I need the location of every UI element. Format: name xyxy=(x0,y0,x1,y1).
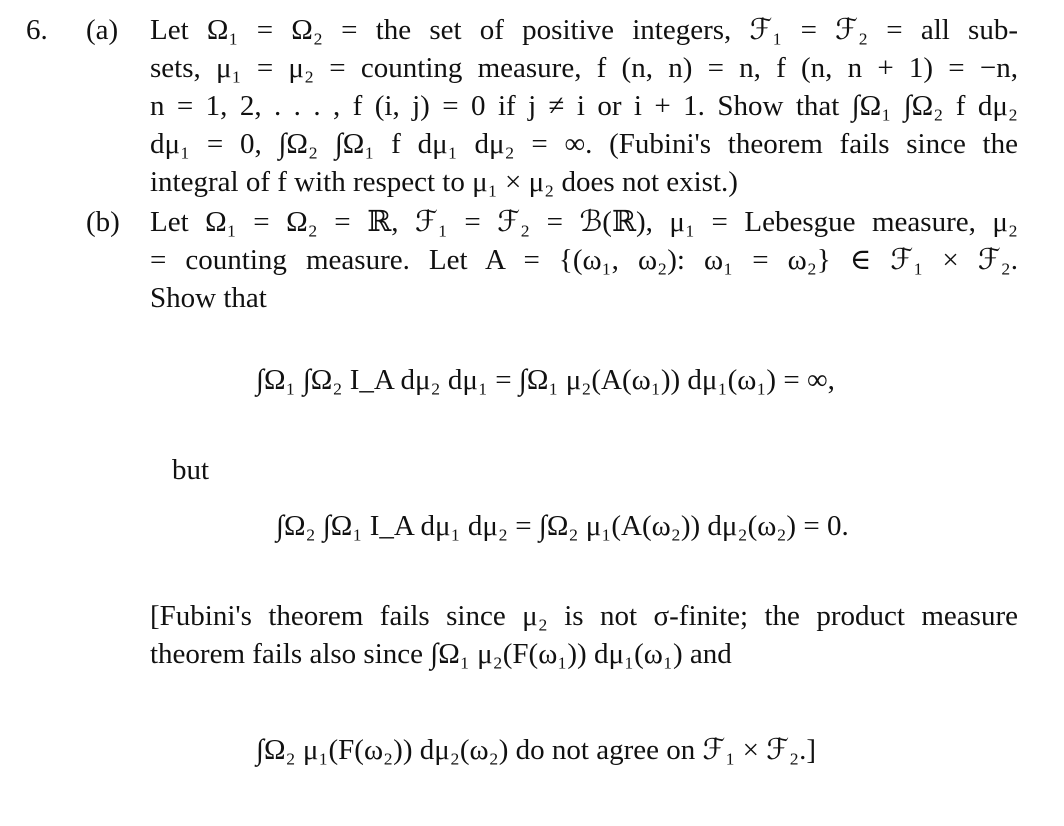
part-a-line-5: integral of f with respect to μ₁ × μ₂ does not exist.) xyxy=(150,166,738,198)
remark-line-2: theorem fails also since ∫Ω₁ μ₂(F(ω₁)) dμ₁(ω₁) and xyxy=(150,638,732,670)
part-a-line-2: sets, μ₁ = μ₂ = counting measure, f (n, n) = n, f (n, n + 1) = −n, xyxy=(150,52,1018,84)
part-a-line-4: dμ₁ = 0, ∫Ω₂ ∫Ω₁ f dμ₁ dμ₂ = ∞. (Fubini's theorem fails since the xyxy=(150,128,1018,160)
part-a-line-3: n = 1, 2, . . . , f (i, j) = 0 if j ≠ i or i + 1. Show that ∫Ω₁ ∫Ω₂ f dμ₂ xyxy=(150,90,1018,122)
display-equation-1: ∫Ω₁ ∫Ω₂ I_A dμ₂ dμ₁ = ∫Ω₁ μ₂(A(ω₁)) dμ₁(ω₁) = ∞, xyxy=(256,364,835,396)
part-a-label: (a) xyxy=(86,14,119,46)
but-word: but xyxy=(172,454,210,486)
part-b-label: (b) xyxy=(86,206,120,238)
display-equation-2: ∫Ω₂ ∫Ω₁ I_A dμ₁ dμ₂ = ∫Ω₂ μ₁(A(ω₂)) dμ₂(ω₂) = 0. xyxy=(276,510,849,542)
part-b-line-3: Show that xyxy=(150,282,267,314)
part-b-line-2: = counting measure. Let A = {(ω₁, ω₂): ω₁ = ω₂} ∈ ℱ₁ × ℱ₂. xyxy=(150,244,1018,276)
display-equation-3: ∫Ω₂ μ₁(F(ω₂)) dμ₂(ω₂) do not agree on ℱ₁ × ℱ₂.] xyxy=(256,734,817,766)
problem-number: 6. xyxy=(26,14,48,46)
part-b-line-1: Let Ω₁ = Ω₂ = ℝ, ℱ₁ = ℱ₂ = ℬ(ℝ), μ₁ = Lebesgue measure, μ₂ xyxy=(150,206,1018,238)
remark-line-1: [Fubini's theorem fails since μ₂ is not σ-finite; the product measure xyxy=(150,600,1018,632)
part-a-line-1: Let Ω₁ = Ω₂ = the set of positive integers, ℱ₁ = ℱ₂ = all sub- xyxy=(150,14,1018,46)
